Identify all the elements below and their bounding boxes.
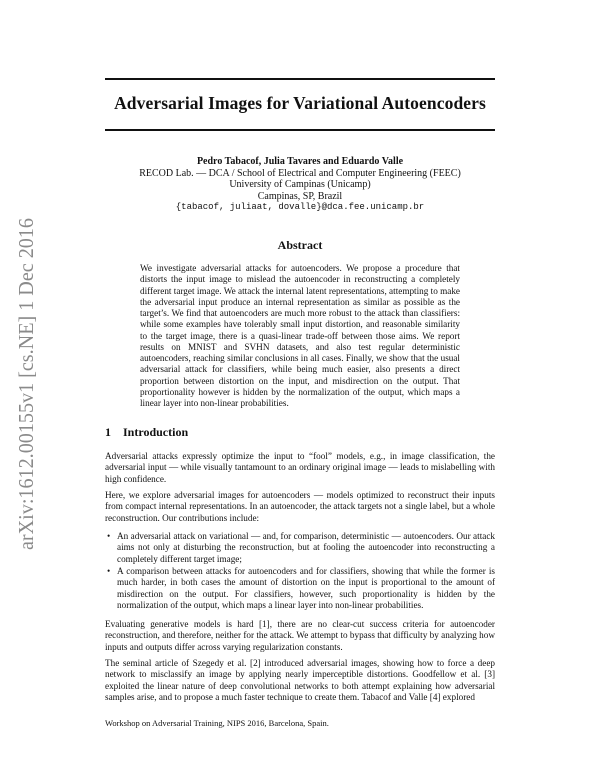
arxiv-identifier-stamp [3,216,45,550]
paper-title: Adversarial Images for Variational Autoencoders [114,93,486,113]
author-names: Pedro Tabacof, Julia Tavares and Eduardo Valle [196,156,404,167]
author-location: Campinas, SP, Brazil [257,190,343,202]
author-university: University of Campinas (Unicamp) [229,179,371,190]
author-affiliation: RECOD Lab. — DCA / School of Electrical and Computer Engineering (FEEC) [139,167,461,179]
bullet-text: An adversarial attack on variational — and, for comparison, deterministic — autoencoders. Our attack aims not only at disturbing the reconstruction, but at fooling the autoencoder into reconstructing a completely different target image; [117,531,495,564]
arxiv-identifier-text: arXiv:1612.00155v1 [cs.NE] 1 Dec 2016 [14,216,38,550]
abstract-heading: Abstract [277,238,323,252]
contribution-bullet-2 [105,566,495,611]
venue-footnote: Workshop on Adversarial Training, NIPS 2016, Barcelona, Spain. [105,718,329,728]
section-title: Introduction [123,425,189,439]
bullet-marker: • [107,531,111,541]
title-bottom-rule [105,129,495,131]
arxiv-identifier-svg [3,216,45,550]
bullet-text: A comparison between attacks for autoencoders and for classifiers, showing that while the former is much harder, in both cases the amount of distortion on the input is proportional to the amount of misdirection on the output. For classifiers, however, such proportionality is hidden by the normalization of the output, which maps a linear layer into non-linear probabilities. [117,566,495,610]
intro-paragraph-3: Evaluating generative models is hard [1], there are no clear-cut success criteria for autoencoder reconstruction, and therefore, neither for the attack. We attempt to bypass that difficulty by analyzing how inputs and outputs differ across varying regularization constants. [105,619,495,652]
title-top-rule [105,78,495,80]
intro-paragraph-1: Adversarial attacks expressly optimize the input to “fool” models, e.g., in image classification, the adversarial input — while visually tantamount to an ordinary original image — leads to mislabelling with high confidence. [105,451,495,484]
section-number: 1 [105,425,111,439]
author-block [105,156,495,214]
contribution-bullet-1 [105,531,495,565]
abstract-text: We investigate adversarial attacks for autoencoders. We propose a procedure that distorts the input image to mislead the autoencoder in reconstructing a completely different target image. We attack the internal latent representations, attempting to make the adversarial input produce an internal representation as similar as possible as the target’s. We find that autoencoders are much more robust to the attack than classifiers: while some examples have tolerably small input distortion, and reasonable similarity to the target image, there is a quasi-linear trade-off between those aims. We report results on MNIST and SVHN datasets, and also test regular deterministic autoencoders, reaching similar conclusions in all cases. Finally, we show that the usual adversarial attack for classifiers, while being much easier, also presents a direct proportion between distortion on the input, and misdirection on the output. That proportionality however is hidden by the normalization of the output, which maps a linear layer into non-linear probabilities. [140,263,460,408]
intro-paragraph-2: Here, we explore adversarial images for autoencoders — models optimized to reconstruct their inputs from compact internal representations. In an autoencoder, the attack targets not a single label, but a whole reconstruction. Our contributions include: [105,490,495,523]
author-emails: {tabacof, juliaat, dovalle}@dca.fee.unicamp.br [175,202,425,212]
intro-paragraph-4: The seminal article of Szegedy et al. [2] introduced adversarial images, showing how to force a deep network to misclassify an image by applying nearly imperceptible distortions. Goodfellow et al. [3] exploited the linear nature of deep convolutional networks to both attempt explaining how adversarial samples arise, and to propose a much faster technique to create them. Tabacof and Valle [4] explored [105,658,495,702]
section-heading-introduction [105,425,188,440]
bullet-marker: • [107,566,111,576]
